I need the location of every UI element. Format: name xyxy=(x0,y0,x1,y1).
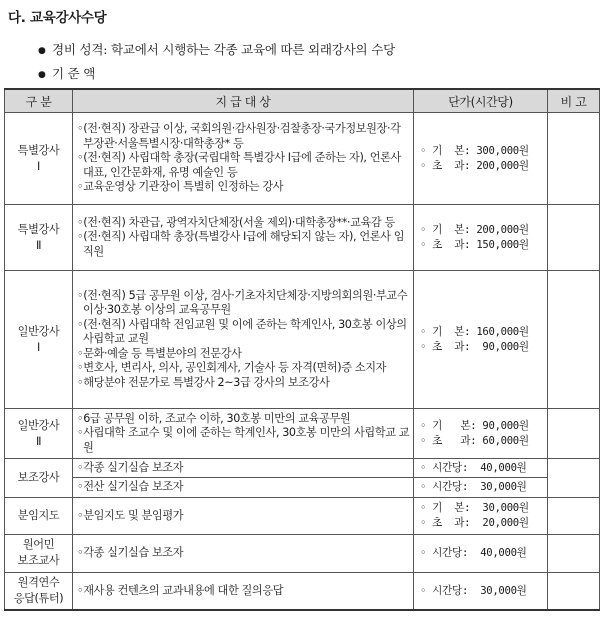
category-cell xyxy=(5,409,73,459)
category-cell xyxy=(5,459,73,498)
target-cell xyxy=(73,572,414,610)
rate-cell xyxy=(414,113,548,205)
category-cell xyxy=(5,572,73,610)
header-rate: 단가(시간당) xyxy=(414,89,548,113)
category-cell xyxy=(5,205,73,271)
target-item: ◦6급 공무원 이하, 조교수 이하, 30호봉 미만의 교육공무원 xyxy=(77,411,351,425)
target-item: ◦재사용 컨텐츠의 교과내용에 대한 질의응답 xyxy=(77,583,284,597)
header-category: 구 분 xyxy=(5,89,73,113)
rate-cell xyxy=(414,459,548,478)
rate-item: ◦ 기 본: 200,000원 xyxy=(420,224,529,237)
fee-table xyxy=(4,88,600,611)
target-cell xyxy=(73,271,414,409)
category-label: Ⅰ xyxy=(37,340,40,354)
rate-item: ◦ 기 본: 160,000원 xyxy=(420,326,529,339)
target-item: ◦각종 실기실습 보조자 xyxy=(77,546,184,560)
category-label: 보조교사 xyxy=(17,554,60,568)
target-item: ◦(전·현직) 5급 공무원 이상, 검사·기초자치단체장·지방의회의원·부교수 이상·30호봉 이상의 교육공무원 xyxy=(77,289,408,317)
rate-item: ◦ 시간당: 30,000원 xyxy=(420,481,527,494)
table-row xyxy=(5,271,600,409)
target-item: ◦각종 실기실습 보조자 xyxy=(77,461,184,474)
category-label: 일반강사 xyxy=(17,418,60,432)
table-row xyxy=(5,113,600,205)
table-row xyxy=(5,478,600,497)
category-cell xyxy=(5,497,73,534)
note-cell xyxy=(548,534,600,572)
category-label: Ⅱ xyxy=(35,238,42,252)
section-title: 다. 교육강사수당 xyxy=(8,10,107,26)
table-row xyxy=(5,205,600,271)
bullet-standard-amount xyxy=(38,64,95,82)
target-item: ◦변호사, 변리사, 의사, 공인회계사, 기술사 등 자격(면허)증 소지자 xyxy=(77,361,387,375)
rate-cell xyxy=(414,205,548,271)
note-cell xyxy=(548,113,600,205)
category-label: 특별강사 xyxy=(17,143,60,157)
category-label: Ⅰ xyxy=(37,159,40,173)
fee-table-body xyxy=(5,113,600,611)
target-cell xyxy=(73,497,414,534)
table-row xyxy=(5,459,600,478)
rate-cell xyxy=(414,409,548,459)
rate-item: ◦ 초 과: 20,000원 xyxy=(420,516,529,529)
table-row xyxy=(5,497,600,534)
rate-item: ◦ 초 과: 200,000원 xyxy=(420,159,529,172)
category-label: 원격연수 xyxy=(17,576,60,590)
rate-cell xyxy=(414,572,548,610)
header-target: 지 급 대 상 xyxy=(73,89,414,113)
table-row xyxy=(5,409,600,459)
category-label: 보조강사 xyxy=(17,470,60,484)
rate-cell xyxy=(414,271,548,409)
table-row xyxy=(5,534,600,572)
note-cell xyxy=(548,409,600,459)
rate-item: ◦ 초 과: 150,000원 xyxy=(420,238,529,251)
note-cell xyxy=(548,205,600,271)
target-cell xyxy=(73,459,414,478)
rate-item: ◦ 기 본: 30,000원 xyxy=(420,502,529,515)
category-label: 분임지도 xyxy=(17,508,60,522)
category-label: 응답(튜터) xyxy=(13,592,64,606)
rate-item: ◦ 기 본: 300,000원 xyxy=(420,145,529,158)
target-item: ◦교육운영상 기관장이 특별히 인정하는 강사 xyxy=(77,180,284,194)
rate-item: ◦ 초 과: 60,000원 xyxy=(420,434,529,447)
target-item: ◦전산 실기실습 보조자 xyxy=(77,480,184,494)
target-item: ◦해당분야 전문가로 특별강사 2~3급 강사의 보조강사 xyxy=(77,375,330,389)
rate-item: ◦ 시간당: 40,000원 xyxy=(420,547,527,560)
bullet-dot-icon: ● xyxy=(38,70,46,80)
target-cell xyxy=(73,205,414,271)
note-cell xyxy=(548,459,600,498)
note-cell xyxy=(548,271,600,409)
rate-cell xyxy=(414,478,548,497)
note-cell xyxy=(548,497,600,534)
rate-item: ◦ 시간당: 30,000원 xyxy=(420,584,527,597)
target-item: ◦(전·현직) 사립대학 전임교원 및 이에 준하는 학계인사, 30호봉 이상의 사립학교 교원 xyxy=(77,317,407,346)
category-cell xyxy=(5,534,73,572)
rate-cell xyxy=(414,534,548,572)
note-cell xyxy=(548,572,600,610)
table-row xyxy=(5,572,600,610)
bullet-text: 기 준 액 xyxy=(52,66,96,81)
bullet-text: 경비 성격: 학교에서 시행하는 각종 교육에 따른 외래강사의 수당 xyxy=(52,42,395,57)
category-cell xyxy=(5,113,73,205)
category-label: 원어민 xyxy=(22,538,55,552)
target-item: ◦분임지도 및 분임평가 xyxy=(77,508,184,522)
target-cell xyxy=(73,409,414,459)
target-cell xyxy=(73,478,414,497)
target-item: ◦(전·현직) 장관급 이상, 국회의원·감사원장·검찰총장·국가정보원장·각부장관·서울특별시장·대학총장* 등 xyxy=(77,122,401,150)
category-cell xyxy=(5,271,73,409)
target-cell xyxy=(73,534,414,572)
category-label: 특별강사 xyxy=(17,222,60,236)
target-item: ◦(전·현직) 차관급, 광역자치단체장(서울 제외)·대학총장**·교육감 등 xyxy=(77,215,395,229)
rate-item: ◦ 기 본: 90,000원 xyxy=(420,420,529,433)
rate-item: ◦ 시간당: 40,000원 xyxy=(420,462,527,474)
target-item: ◦(전·현직) 사립대학 총장(국립대학 특별강사 Ⅰ급에 준하는 자), 언론사 대표, 인간문화재, 유명 예술인 등 xyxy=(77,151,401,179)
target-item: ◦사립대학 조교수 및 이에 준하는 학계인사, 30호봉 미만의 사립학교 교원 xyxy=(77,426,410,454)
category-label: Ⅱ xyxy=(35,434,42,448)
bullet-dot-icon: ● xyxy=(38,46,46,56)
target-cell xyxy=(73,113,414,205)
target-item: ◦(전·현직) 사립대학 총장(특별강사 Ⅰ급에 해당되지 않는 자), 언론사 임직원 xyxy=(77,230,405,258)
rate-cell xyxy=(414,497,548,534)
target-item: ◦문화·예술 등 특별분야의 전문강사 xyxy=(77,346,242,360)
category-label: 일반강사 xyxy=(17,324,60,338)
table-header-row xyxy=(5,89,600,113)
header-note: 비 고 xyxy=(548,89,600,113)
rate-item: ◦ 초 과: 90,000원 xyxy=(420,340,529,353)
bullet-expense-nature xyxy=(38,40,395,58)
